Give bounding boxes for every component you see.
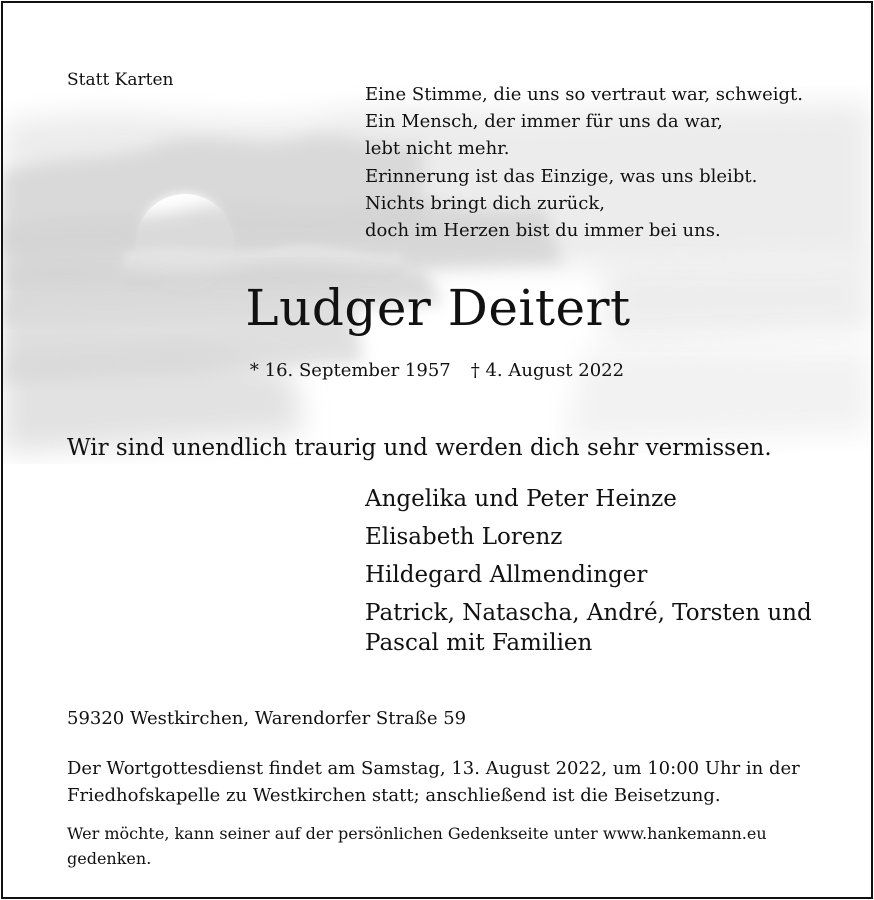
mourner-name: Hildegard Allmendinger <box>365 562 648 588</box>
service-info <box>67 755 800 809</box>
service-line: Friedhofskapelle zu Westkirchen statt; anschließend ist die Beisetzung. <box>67 785 721 806</box>
address: 59320 Westkirchen, Warendorfer Straße 59 <box>67 708 467 729</box>
poem-line: lebt nicht mehr. <box>365 138 510 160</box>
poem-line: Nichts bringt dich zurück, <box>365 192 605 214</box>
birth-date: * 16. September 1957 <box>249 360 451 381</box>
poem-line: Ein Mensch, der immer für uns da war, <box>365 111 723 133</box>
service-line: Der Wortgottesdienst findet am Samstag, 13. August 2022, um 10:00 Uhr in der <box>67 758 800 779</box>
death-date: † 4. August 2022 <box>470 360 625 381</box>
memorial-line: gedenken. <box>67 849 152 868</box>
poem <box>365 81 803 244</box>
life-dates <box>3 360 871 381</box>
poem-line: Erinnerung ist das Einzige, was uns bleibt. <box>365 165 758 187</box>
mourner-name: Pascal mit Familien <box>365 630 593 656</box>
mourning-message: Wir sind unendlich traurig und werden dich sehr vermissen. <box>67 435 772 461</box>
poem-line: Eine Stimme, die uns so vertraut war, schweigt. <box>365 84 803 105</box>
memorial-page-info <box>67 821 767 871</box>
mourner-name: Patrick, Natascha, André, Torsten und <box>365 600 812 626</box>
intro-text: Statt Karten <box>67 70 174 90</box>
poem-line: doch im Herzen bist du immer bei uns. <box>365 220 721 242</box>
mourner-name: Elisabeth Lorenz <box>365 524 563 550</box>
mourner-name: Angelika und Peter Heinze <box>365 486 677 512</box>
memorial-line: Wer möchte, kann seiner auf der persönlichen Gedenkseite unter www.hankemann.eu <box>67 824 767 843</box>
obituary-notice <box>1 1 873 899</box>
deceased-name: Ludger Deitert <box>245 279 631 337</box>
